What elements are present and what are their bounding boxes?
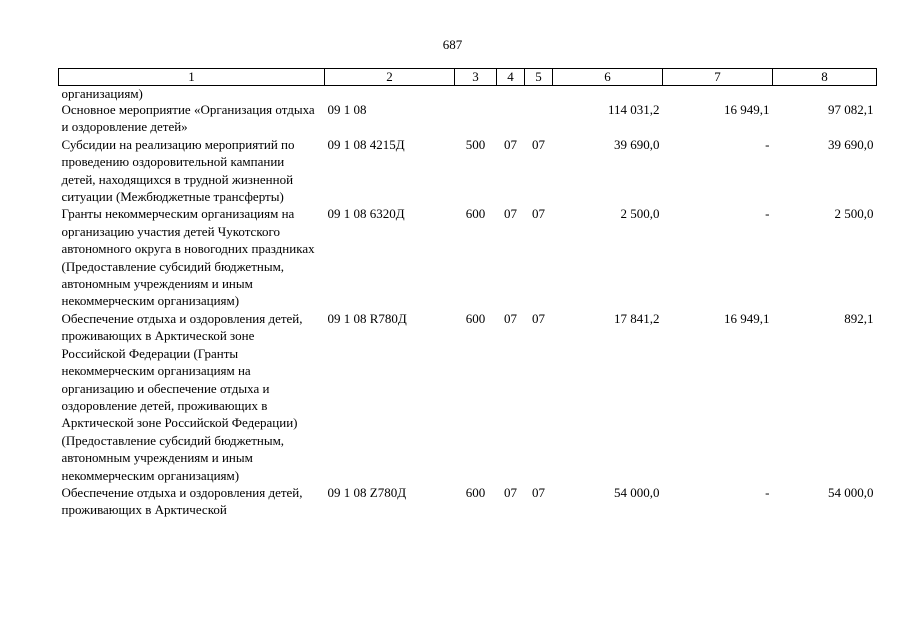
row-regional: 97 082,1 xyxy=(828,102,874,117)
row-regional: 39 690,0 xyxy=(828,136,874,152)
empty-cell xyxy=(773,86,877,102)
row-name: Гранты некоммерческим организациям на организацию участия детей Чукотского автономного округа в новогодних праздниках (Предоставление субсидий бюджетным, автономным учреждениям и иным некоммерческим организациям) xyxy=(61,206,315,309)
header-col-4: 4 xyxy=(497,69,525,86)
row-name: Основное мероприятие «Организация отдыха и оздоровление детей» xyxy=(61,102,315,135)
table-row xyxy=(59,205,877,309)
row-vr: 600 xyxy=(465,484,486,500)
empty-cell xyxy=(455,86,497,102)
row-regional: 2 500,0 xyxy=(834,206,874,222)
row-vr: 500 xyxy=(465,136,486,152)
empty-cell xyxy=(497,86,525,102)
table-row-continuation xyxy=(59,86,877,102)
row-total: 39 690,0 xyxy=(614,136,660,152)
table-body xyxy=(59,86,877,519)
header-col-2: 2 xyxy=(325,69,455,86)
row-name: организациям) xyxy=(61,86,143,101)
header-col-5: 5 xyxy=(525,69,553,86)
row-total: 2 500,0 xyxy=(620,206,660,222)
row-federal: - xyxy=(765,484,770,500)
row-rz: 07 xyxy=(504,206,517,222)
row-pr: 07 xyxy=(532,484,545,500)
header-row xyxy=(59,69,877,86)
row-federal: - xyxy=(765,206,770,222)
row-name: Обеспечение отдыха и оздоровления детей, проживающих в Арктической xyxy=(61,484,303,518)
empty-cell xyxy=(325,86,455,102)
row-rz xyxy=(497,101,525,136)
row-pr: 07 xyxy=(532,310,545,326)
row-rz: 07 xyxy=(504,484,517,500)
table-row xyxy=(59,484,877,519)
table-row xyxy=(59,101,877,136)
header-col-8: 8 xyxy=(773,69,877,86)
empty-cell xyxy=(663,86,773,102)
table-header xyxy=(59,69,877,86)
empty-cell xyxy=(525,86,553,102)
header-col-6: 6 xyxy=(553,69,663,86)
row-federal: - xyxy=(765,136,770,152)
header-col-1: 1 xyxy=(59,69,325,86)
row-code: 09 1 08 R780Д xyxy=(327,310,407,326)
table-row xyxy=(59,136,877,206)
row-code: 09 1 08 xyxy=(327,102,367,117)
row-regional: 54 000,0 xyxy=(828,484,874,500)
row-name: Субсидии на реализацию мероприятий по проведению оздоровительной кампании детей, находящихся в трудной жизненной ситуации (Межбюджетные трансферты) xyxy=(61,136,295,205)
row-total: 114 031,2 xyxy=(607,102,660,117)
header-col-7: 7 xyxy=(663,69,773,86)
page-number: 687 xyxy=(442,37,463,52)
row-code: 09 1 08 4215Д xyxy=(327,136,405,152)
row-regional: 892,1 xyxy=(844,310,874,326)
row-pr: 07 xyxy=(532,206,545,222)
row-name: Обеспечение отдыха и оздоровления детей, проживающих в Арктической зоне Российской Федерации (Гранты некоммерческим организациям на организацию и обеспечение отдыха и оздоровление детей, проживающих в Арктической зоне Российской Федерации) (Предоставление субсидий бюджетным, автономным учреждениям и иным некоммерческим организациям) xyxy=(61,310,303,483)
empty-cell xyxy=(553,86,663,102)
row-code: 09 1 08 6320Д xyxy=(327,206,405,222)
row-total: 17 841,2 xyxy=(614,310,660,326)
row-code: 09 1 08 Z780Д xyxy=(327,484,407,500)
row-vr: 600 xyxy=(465,310,486,326)
table-row xyxy=(59,310,877,484)
row-federal: 16 949,1 xyxy=(724,310,770,326)
row-pr: 07 xyxy=(532,136,545,152)
row-vr: 600 xyxy=(465,206,486,222)
row-pr xyxy=(525,101,553,136)
row-rz: 07 xyxy=(504,136,517,152)
row-total: 54 000,0 xyxy=(614,484,660,500)
row-rz: 07 xyxy=(504,310,517,326)
header-col-3: 3 xyxy=(455,69,497,86)
row-vr xyxy=(455,101,497,136)
budget-table xyxy=(58,68,877,519)
row-federal: 16 949,1 xyxy=(724,102,770,117)
